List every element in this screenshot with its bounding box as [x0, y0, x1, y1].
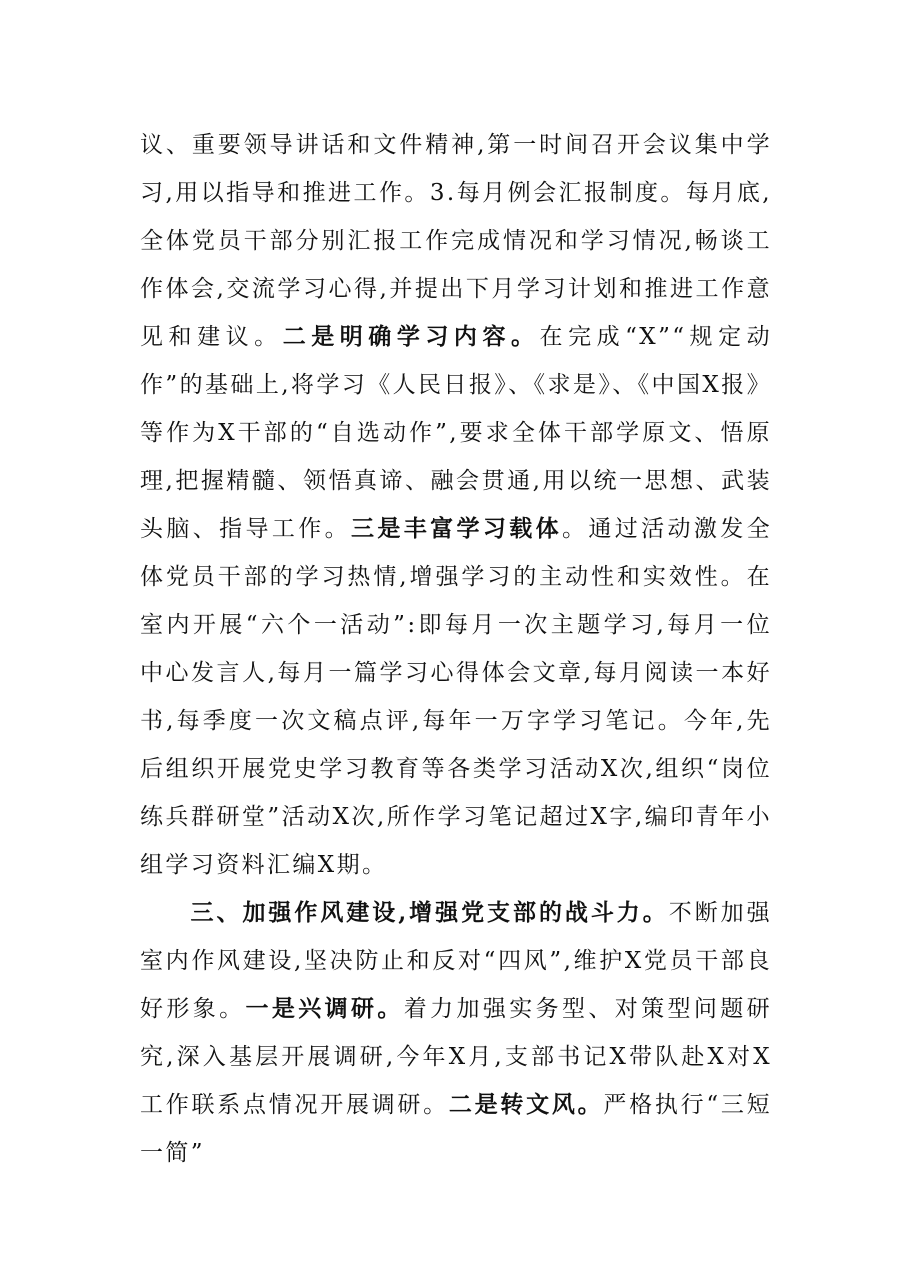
paragraph-text: 。通过活动激发全体党员干部的学习热情,增强学习的主动性和实效性。在室内开展“六个一活动”:即每月一次主题学习,每月一位中心发言人,每月一篇学习心得体会文章,每月阅读一本好书,每季度一次文稿点评,每年一万字学习笔记。今年,先后组织开展党史学习教育等各类学习活动X次,组织“岗位练兵群研堂”活动X次,所作学习笔记超过X字,编印青年小组学习资料汇编X期。: [140, 516, 773, 878]
bold-heading-study-carrier: 三是丰富学习载体: [351, 515, 562, 542]
bold-heading-research: 一是兴调研。: [245, 995, 404, 1022]
paragraph-text: 着力加强实务型、对策型问题研究,深入基层开展调研,今年X月,支部书记X带队赴X对X工作联系点情况开展调研。: [140, 996, 772, 1118]
bold-heading-study-content: 二是明确学习内容。: [282, 323, 540, 350]
bold-heading-writing-style: 二是转文风。: [448, 1091, 604, 1118]
paragraph-study-activities: [140, 121, 772, 889]
section-heading-work-style: 三、加强作风建设,增强党支部的战斗力。: [190, 899, 669, 926]
paragraph-text: 严格执行“三短一简”: [140, 1092, 773, 1166]
paragraph-work-style: [140, 889, 772, 1177]
paragraph-text: 议、重要领导讲话和文件精神,第一时间召开会议集中学习,用以指导和推进工作。3.每月例会汇报制度。每月底,全体党员干部分别汇报工作完成情况和学习情况,畅谈工作体会,交流学习心得,并提出下月学习计划和推进工作意见和建议。: [140, 132, 772, 350]
paragraph-text: 不断加强室内作风建设,坚决防止和反对“四风”,维护X党员干部良好形象。: [140, 900, 773, 1022]
paragraph-text: 在完成“X”“规定动作”的基础上,将学习《人民日报》、《求是》、《中国X报》等作为X干部的“自选动作”,要求全体干部学原文、悟原理,把握精髓、领悟真谛、融会贯通,用以统一思想、武装头脑、指导工作。: [140, 324, 773, 542]
